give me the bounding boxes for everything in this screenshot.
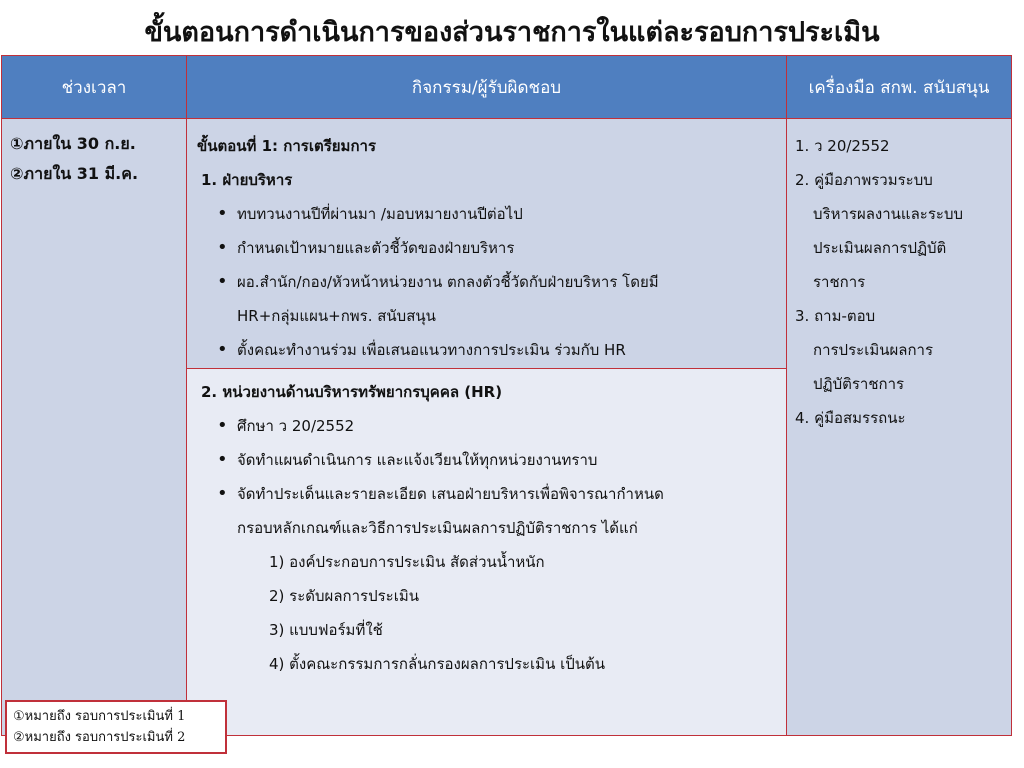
timeline-cell: [2, 119, 187, 736]
step-preparation-cell: [187, 119, 787, 369]
header-row: [2, 56, 1012, 119]
sub-item: 4) ตั้งคณะกรรมการกลั่นกรองผลการประเมิน เป็นต้น: [269, 655, 605, 673]
page-title: ขั้นตอนการดำเนินการของส่วนราชการในแต่ละรอบการประเมิน: [144, 17, 880, 48]
tool-item-continued: ปฏิบัติราชการ: [813, 375, 905, 393]
list-item: • ตั้งคณะทำงานร่วม เพื่อเสนอแนวทางการประเมิน ร่วมกับ HR: [237, 333, 776, 367]
list-item: [237, 477, 776, 545]
tool-item: 4. คู่มือสมรรถนะ: [795, 409, 906, 427]
sub-item: 3) แบบฟอร์มที่ใช้: [269, 621, 383, 639]
legend-note-round-2: ②หมายถึง รอบการประเมินที่ 2: [13, 730, 186, 745]
list-item: • ทบทวนงานปีที่ผ่านมา /มอบหมายงานปีต่อไป: [237, 197, 776, 231]
list-item-text: จัดทำประเด็นและรายละเอียด เสนอฝ่ายบริหารเพื่อพิจารณากำหนด: [237, 485, 664, 503]
list-item-text-continued: HR+กลุ่มแผน+กพร. สนับสนุน: [237, 307, 436, 325]
sub-item: 2) ระดับผลการประเมิน: [269, 587, 419, 605]
tool-item-continued: ประเมินผลการปฏิบัติ: [813, 239, 947, 257]
timeline-item-round-1: ①ภายใน 30 ก.ย.: [10, 134, 136, 153]
list-item: [237, 265, 776, 333]
section-hr-title-hr: HR: [471, 383, 496, 401]
sub-item: 1) องค์ประกอบการประเมิน สัดส่วนน้ำหนัก: [269, 553, 545, 571]
section-management-title: 1. ฝ่ายบริหาร: [201, 171, 293, 189]
tool-item: 3. ถาม-ตอบ: [795, 307, 876, 325]
legend-note-box: [5, 700, 227, 754]
list-item-text: ผอ.สำนัก/กอง/หัวหน้าหน่วยงาน ตกลงตัวชี้วัดกับฝ่ายบริหาร โดยมี: [237, 273, 659, 291]
hr-task-list: [197, 409, 776, 545]
step-hr-cell: [187, 369, 787, 736]
tools-cell: [787, 119, 1012, 736]
header-tools: เครื่องมือ สกพ. สนับสนุน: [787, 56, 1012, 119]
timeline-item-round-2: ②ภายใน 31 มี.ค.: [10, 164, 139, 183]
legend-note-round-1: ①หมายถึง รอบการประเมินที่ 1: [13, 709, 186, 724]
process-table: [1, 55, 1012, 736]
tool-item: 2. คู่มือภาพรวมระบบ: [795, 171, 933, 189]
step-title: ขั้นตอนที่ 1: การเตรียมการ: [197, 137, 377, 155]
list-item-text-continued: กรอบหลักเกณฑ์และวิธีการประเมินผลการปฏิบัติราชการ ได้แก่: [237, 519, 638, 537]
tool-item-continued: การประเมินผลการ: [813, 341, 934, 359]
section-hr-title: [201, 375, 776, 409]
list-item: • จัดทำแผนดำเนินการ และแจ้งเวียนให้ทุกหน่วยงานทราบ: [237, 443, 776, 477]
table-row: [2, 119, 1012, 369]
tool-item: 1. ว 20/2552: [795, 137, 890, 155]
management-task-list: [197, 197, 776, 367]
list-item: • ศึกษา ว 20/2552: [237, 409, 776, 443]
section-hr-title-suffix: ): [495, 383, 503, 401]
header-timeline: ช่วงเวลา: [2, 56, 187, 119]
list-item: • กำหนดเป้าหมายและตัวชี้วัดของฝ่ายบริหาร: [237, 231, 776, 265]
header-activities: กิจกรรม/ผู้รับผิดชอบ: [187, 56, 787, 119]
tool-item-continued: บริหารผลงานและระบบ: [813, 205, 963, 223]
tool-item-continued: ราชการ: [813, 273, 866, 291]
section-hr-title-prefix: 2. หน่วยงานด้านบริหารทรัพยากรบุคคล (: [201, 383, 472, 401]
